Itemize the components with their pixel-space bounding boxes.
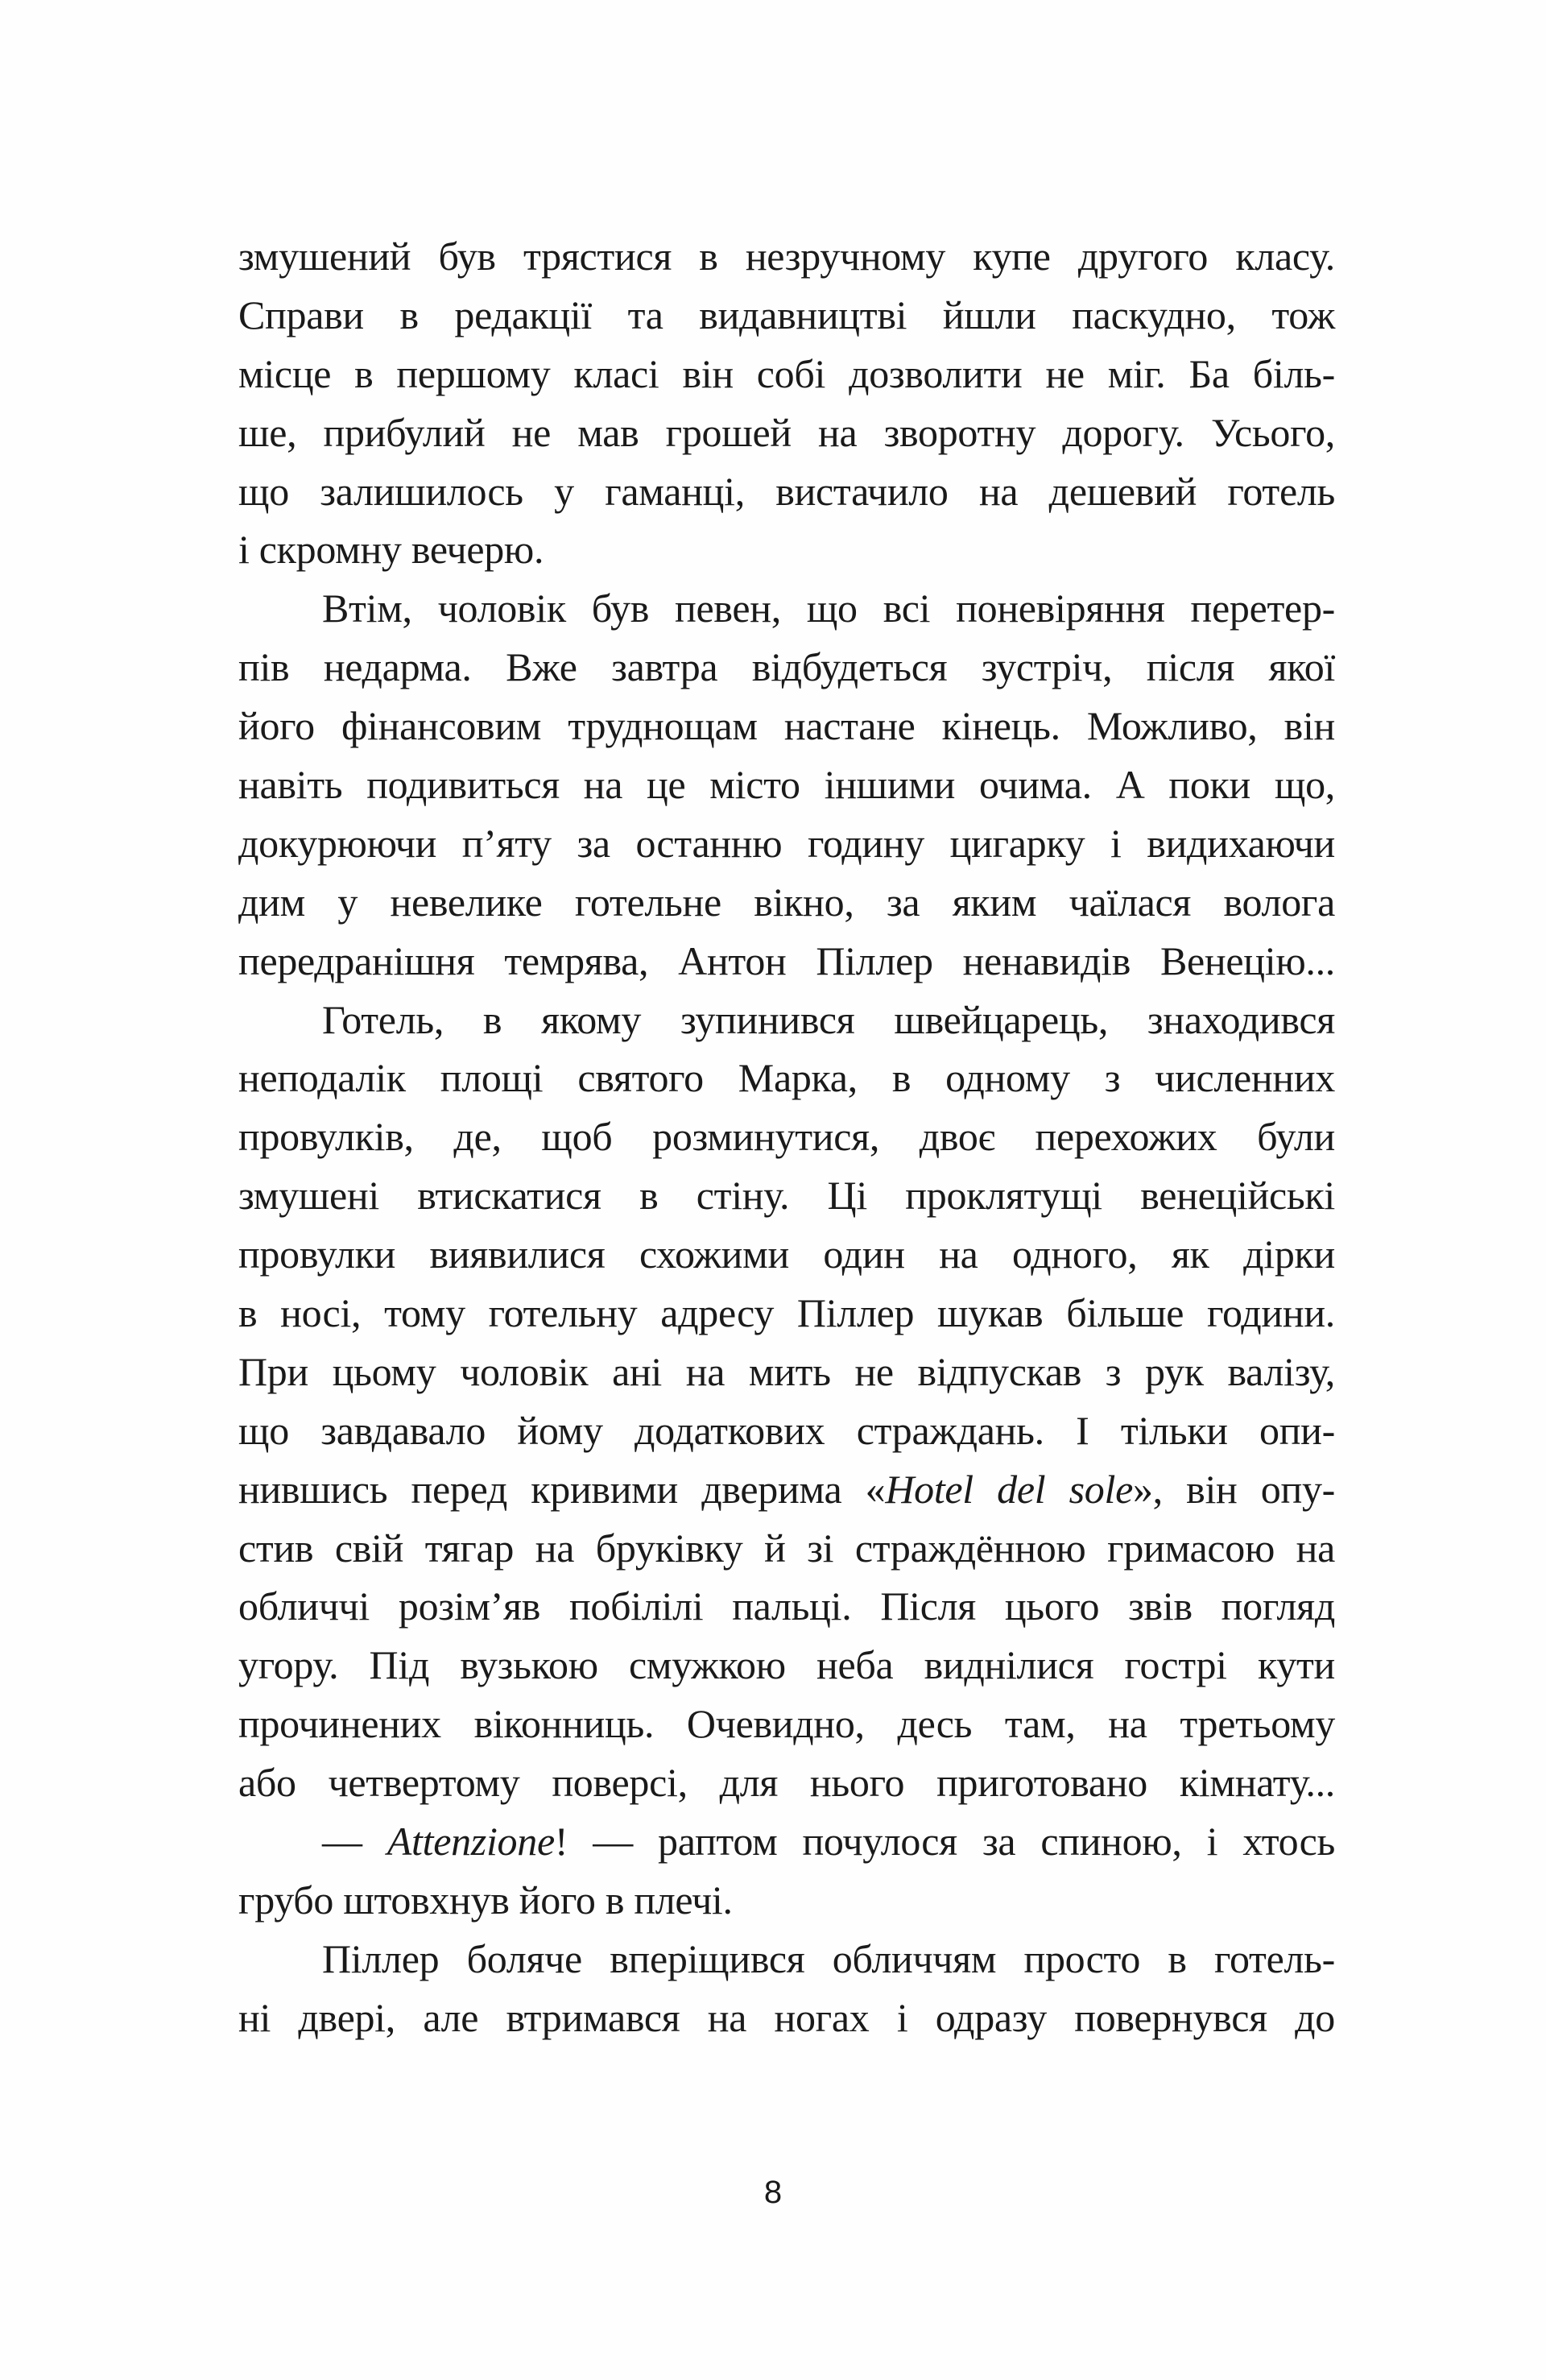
text-line: дим у невелике готельне вікно, за яким чаїлася волога xyxy=(238,879,1335,925)
text-line-with-italic xyxy=(238,1460,1335,1519)
text-line: неподалік площі святого Марка, в одному з численних xyxy=(238,1055,1335,1101)
text-segment: — xyxy=(322,1819,387,1865)
text-line: ше, прибулий не мав грошей на зворотну дорогу. Усього, xyxy=(238,409,1335,455)
text-line: ні двері, але втримався на ногах і одразу повернувся до xyxy=(238,1994,1335,2040)
text-line: угору. Під вузькою смужкою неба виднілися гострі кути xyxy=(238,1642,1335,1688)
text-line: місце в першому класі він собі дозволити не міг. Ба біль- xyxy=(238,350,1335,396)
text-line: навіть подивиться на це місто іншими очима. А поки що, xyxy=(238,762,1335,808)
text-line: докурюючи п’яту за останню годину цигарку і видихаючи xyxy=(238,820,1335,866)
text-line: грубо штовхнув його в плечі. xyxy=(238,1877,733,1923)
text-line: змушені втискатися в стіну. Ці проклятущі венеційські xyxy=(238,1173,1335,1219)
italic-exclamation: Attenzione xyxy=(386,1819,555,1865)
text-line: або четвертому поверсі, для нього приготовано кімнату... xyxy=(238,1760,1335,1806)
text-line: що залишилось у гаманці, вистачило на дешевий готель xyxy=(238,468,1335,514)
text-segment: нившись перед кривими дверима « xyxy=(238,1466,886,1512)
text-line: При цьому чоловік ані на мить не відпускав з рук валізу, xyxy=(238,1348,1335,1394)
text-segment: ! — раптом почулося за спиною, і хтось xyxy=(554,1819,1336,1865)
text-line: провулки виявилися схожими один на одного, як дірки xyxy=(238,1231,1335,1277)
text-line: змушений був трястися в незручному купе другого класу. xyxy=(238,234,1335,279)
text-line: що завдавало йому додаткових страждань. І тільки опи- xyxy=(238,1407,1335,1453)
paragraph-start-line: Втім, чоловік був певен, що всі поневіряння перетер- xyxy=(322,586,1335,631)
text-line: передранішня темрява, Антон Піллер ненавидів Венецію... xyxy=(238,938,1335,983)
text-segment: », він опу- xyxy=(1132,1466,1335,1512)
text-line: прочинених віконниць. Очевидно, десь там, на третьому xyxy=(238,1701,1335,1747)
paragraph-start-line: Готель, в якому зупинився швейцарець, знаходився xyxy=(322,996,1335,1042)
text-line: стив свій тягар на бруківку й зі страждённою гримасою на xyxy=(238,1525,1335,1571)
text-line: в носі, тому готельну адресу Піллер шукав більше години. xyxy=(238,1290,1335,1336)
page-number: 8 xyxy=(763,2175,783,2210)
text-line: пів недарма. Вже завтра відбудеться зустріч, після якої xyxy=(238,644,1335,690)
text-line: його фінансовим труднощам настане кінець. Можливо, він xyxy=(238,703,1335,749)
text-line: обличчі розім’яв побілілі пальці. Після цього звів погляд xyxy=(238,1583,1335,1629)
body-text xyxy=(238,227,1335,2047)
text-line: провулків, де, щоб розминутися, двоє перехожих були xyxy=(238,1114,1335,1160)
paragraph-start-line: Піллер боляче вперіщився обличчям просто в готель- xyxy=(322,1935,1335,1981)
text-line: Справи в редакції та видавництві йшли паскудно, тож xyxy=(238,292,1335,337)
dialogue-line xyxy=(238,1812,1335,1871)
italic-hotel-name: Hotel del sole xyxy=(885,1466,1133,1512)
text-line: і скромну вечерю. xyxy=(238,527,544,573)
